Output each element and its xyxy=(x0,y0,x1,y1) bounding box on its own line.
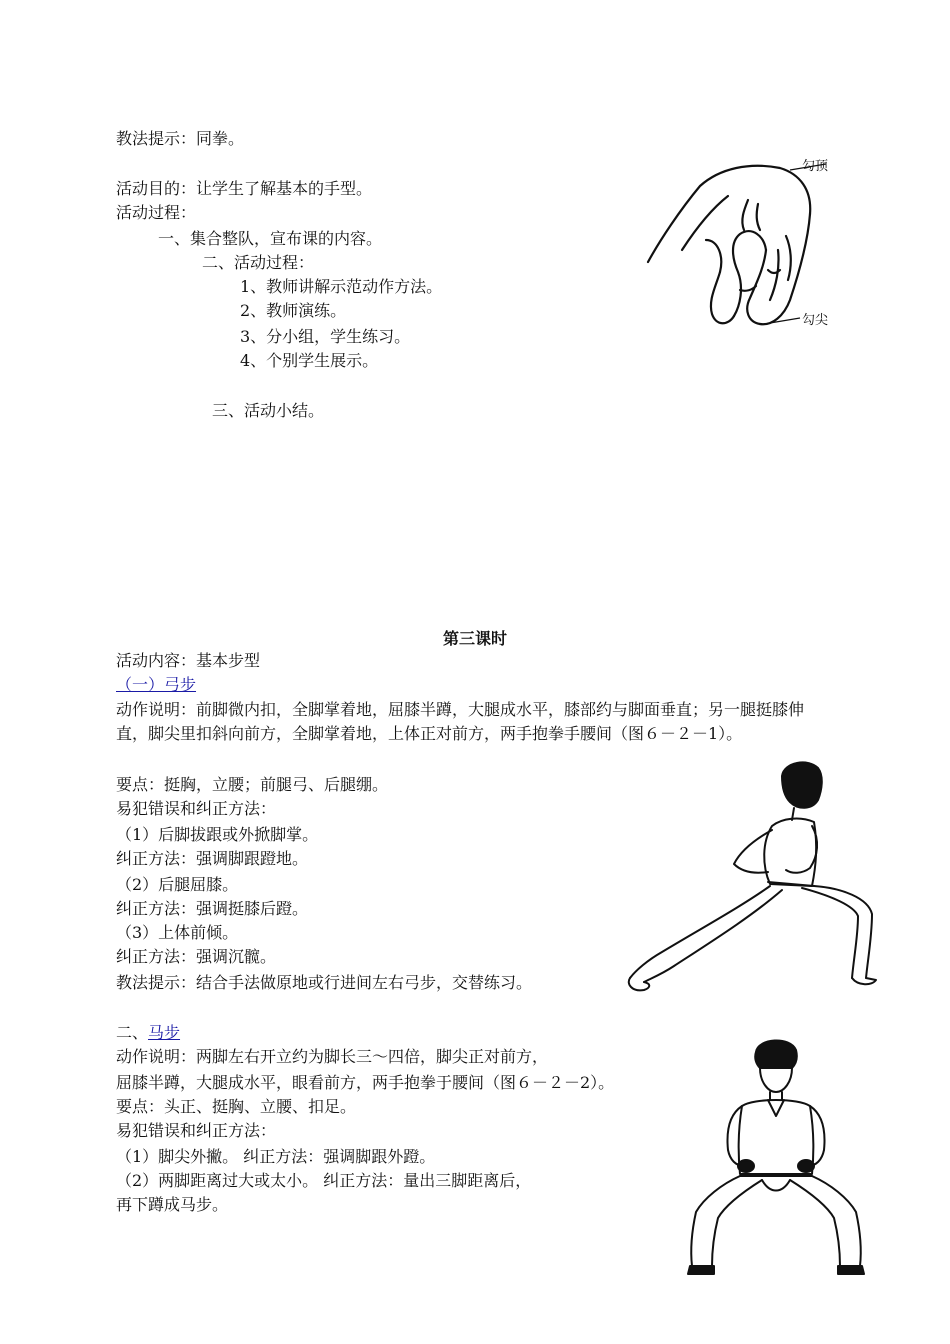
bow-error-2: （2）后腿屈膝。 xyxy=(116,875,239,894)
horse-error-1: （1）脚尖外撇。 纠正方法：强调脚跟外蹬。 xyxy=(116,1147,436,1166)
bow-stance-figure xyxy=(622,756,882,1000)
activity-process-label: 活动过程： xyxy=(116,203,197,222)
horse-errors-title: 易犯错误和纠正方法： xyxy=(116,1121,277,1140)
hook-tip-label: 勾尖 xyxy=(802,313,829,328)
bow-error-1: （1）后脚拔跟或外掀脚掌。 xyxy=(116,825,319,844)
bow-teaching-tip: 教法提示：结合手法做原地或行进间左右弓步，交替练习。 xyxy=(116,973,533,992)
horse-stance-link[interactable]: 马步 xyxy=(148,1023,181,1042)
sub-step-4: 4、个别学生展示。 xyxy=(240,351,379,370)
sub-step-1: 1、教师讲解示范动作方法。 xyxy=(240,277,443,296)
sub-step-3: 3、分小组，学生练习。 xyxy=(240,327,411,346)
horse-error-2: （2）两脚距离过大或太小。 纠正方法：量出三脚距离后， xyxy=(116,1171,532,1190)
bow-key-points: 要点：挺胸，立腰；前腿弓、后腿绷。 xyxy=(116,775,389,794)
bow-stance-heading-link[interactable]: （一）弓步 xyxy=(116,675,197,694)
horse-stance-prefix: 二、 xyxy=(116,1023,149,1042)
horse-desc-2: 屈膝半蹲，大腿成水平，眼看前方，两手抱拳于腰间（图６－２－2）。 xyxy=(116,1073,615,1092)
sub-step-2: 2、教师演练。 xyxy=(240,301,347,320)
step-3: 三、活动小结。 xyxy=(212,401,325,420)
bow-fix-1: 纠正方法：强调脚跟蹬地。 xyxy=(116,849,309,868)
horse-stance-figure xyxy=(682,1034,868,1280)
teaching-tip: 教法提示：同拳。 xyxy=(116,129,245,148)
horse-desc-1: 动作说明：两脚左右开立约为脚长三～四倍，脚尖正对前方， xyxy=(116,1047,549,1066)
horse-stance-heading xyxy=(116,1022,180,1044)
bow-errors-title: 易犯错误和纠正方法： xyxy=(116,799,277,818)
lesson-title: 第三课时 xyxy=(442,629,507,648)
step-2: 二、活动过程： xyxy=(202,253,315,272)
activity-content: 活动内容：基本步型 xyxy=(116,651,261,670)
hook-top-label: 勾顶 xyxy=(802,159,829,174)
bow-stance-description: 动作说明：前脚微内扣，全脚掌着地，屈膝半蹲，大腿成水平，膝部约与脚面垂直；另一腿挺膝伸直，脚尖里扣斜向前方，全脚掌着地，上体正对前方，两手抱拳手腰间（图６－２－1）。 xyxy=(116,700,805,743)
bow-fix-3: 纠正方法：强调沉髋。 xyxy=(116,947,277,966)
hook-hand-figure xyxy=(640,140,850,340)
activity-goal: 活动目的：让学生了解基本的手型。 xyxy=(116,179,373,198)
horse-key-points: 要点：头正、挺胸、立腰、扣足。 xyxy=(116,1097,357,1116)
step-1: 一、集合整队，宣布课的内容。 xyxy=(158,229,383,248)
bow-fix-2: 纠正方法：强调挺膝后蹬。 xyxy=(116,899,309,918)
bow-error-3: （3）上体前倾。 xyxy=(116,923,239,942)
horse-error-3: 再下蹲成马步。 xyxy=(116,1195,229,1214)
